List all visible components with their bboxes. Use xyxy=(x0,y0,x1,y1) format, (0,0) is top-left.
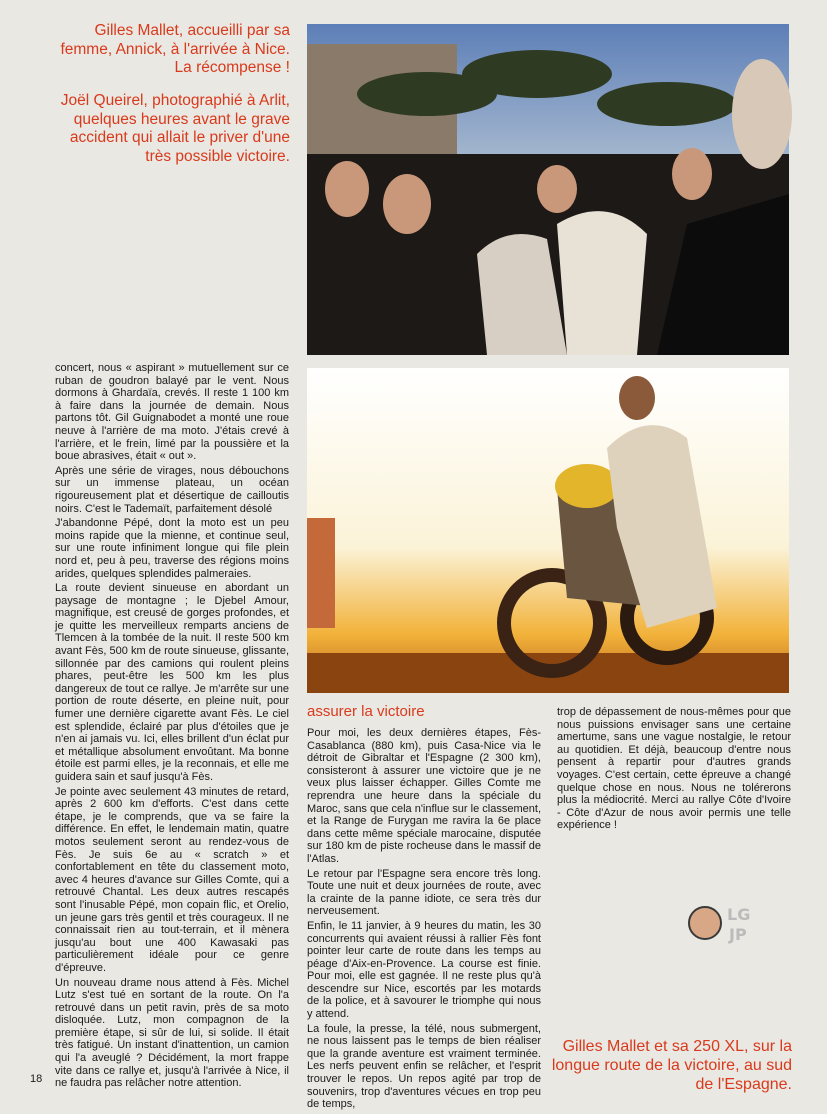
paragraph: Après une série de virages, nous débouchons sur un immense plateau, un océan rigoureusement plat et désertique de cailloutis noirs. C'est le Tademaït, parfaitement désolé xyxy=(55,464,289,515)
paragraph: La route devient sinueuse en abordant un paysage de montagne ; le Djebel Amour, magnifique, est creusé de gorges profondes, et je quitte les merveilleux remparts anciens de Tlemcen à la tombée de la nuit. Il reste 500 km avant Fès, 500 km de route sinueuse, glissante, sillonnée par des camions qui roulent pleins phares, peut-être les 500 km les plus dangereux de tout ce rallye. Je m'arrête sur une portion de route déserte, en pleine nuit, pour fumer une dernière cigarette avant Fès. Le ciel est splendide, éclairé par plus d'étoiles que je n'en ai jamais vu. Ici, elles brillent d'un éclat pur et métallique absolument envoûtant. Ma bonne étoile est parmi elles, je la reconnais, et elle me guidera sain et sauf jusqu'à Fès. xyxy=(55,582,289,783)
paragraph: Un nouveau drame nous attend à Fès. Michel Lutz s'est tué en sortant de la route. On l'a retrouvé dans un petit ravin, près de sa moto disloquée. Lutz, mon compagnon de la première étape, si sûr de lui, si solide. Il était très fatigué. Un instant d'inattention, un camion qui l'a aveuglé ? Décidément, la mort frappe vite dans ce rallye et, jusqu'à l'arrivée à Nice, il ne faudra pas relâcher notre attention. xyxy=(55,976,289,1090)
caption-photo-motorcycle: Gilles Mallet et sa 250 XL, sur la longue route de la victoire, au sud de l'Espagne. xyxy=(551,1038,792,1093)
photo-motorcycle-image xyxy=(307,368,789,693)
page-number: 18 xyxy=(30,1073,43,1085)
caption-photo-queirel: Joël Queirel, photographié à Arlit, quelques heures avant le grave accident qui allait le priver d'une très possible victoire. xyxy=(60,92,290,165)
article-column-3 xyxy=(557,706,791,834)
paragraph: J'abandonne Pépé, dont la moto est un peu moins rapide que la mienne, et continue seul, sur une route infiniment longue qui file plein nord et, peu à peu, traverse des régions moins arides, quelques splendides palmeraies. xyxy=(55,517,289,580)
paragraph: Enfin, le 11 janvier, à 9 heures du matin, les 30 concurrents qui avaient réussi à rallier Fès font pointer leur carte de route dans les temps au péage d'Aix-en-Provence. La course est finie. Pour moi, elle est gagnée. Il ne reste plus qu'à descendre sur Nice, escortés par les motards de la police, et à savourer le triomphe qui nous y attend. xyxy=(307,919,541,1021)
caption-photo-arrival: Gilles Mallet, accueilli par sa femme, Annick, à l'arrivée à Nice. La récompense ! xyxy=(60,22,290,76)
watermark-icon xyxy=(687,898,757,948)
paragraph: La foule, la presse, la télé, nous submergent, ne nous laissent pas le temps de bien réaliser que la grande aventure est vraiment terminée. Les nerfs peuvent enfin se relâcher, et l'esprit trouver le repos. Un repos agité par trop de souvenirs, trop d'aventures vécues en trop peu de temps, xyxy=(307,1022,541,1111)
photo-arrival-nice xyxy=(307,24,789,355)
section-heading: assurer la victoire xyxy=(307,703,425,720)
article-column-2 xyxy=(307,727,541,1113)
paragraph: concert, nous « aspirant » mutuellement sur ce ruban de goudron balayé par le vent. Nous dormons à Ghardaïa, crevés. Il reste 1 100 km à faire dans la journée de demain. Nous partons tôt. Gil Guignabodet a monté une roue neuve à l'arrière de ma moto. J'étais crevé à l'arrière, et le frein, limé par la poussière et la boue abrasives, était « out ». xyxy=(55,362,289,463)
paragraph: Je pointe avec seulement 43 minutes de retard, après 2 600 km d'efforts. C'est dans cette étape, je le comprends, que va se faire la différence. En effet, le lendemain matin, quatre motos seulement seront au rendez-vous de Fès. Je suis 6e au « scratch » et confortablement en tête du classement moto, avec 4 heures d'avance sur Gilles Comte, qui a retrouvé Chantal. Les deux autres rescapés sont l'inusable Pépé, mon copain flic, et Orelio, un jeune gars très gentil et très courageux. Il ne connaissait rien au tout-terrain, et il mènera jusqu'au bout une 400 Kawasaki pas particulièrement idéale pour ce genre d'épreuve. xyxy=(55,785,289,974)
paragraph: Le retour par l'Espagne sera encore très long. Toute une nuit et deux journées de route, avec la crainte de la panne idiote, ce sera très dur nerveusement. xyxy=(307,867,541,918)
watermark-logo xyxy=(687,898,757,953)
article-column-1 xyxy=(55,362,289,1092)
photo-arrival-image xyxy=(307,24,789,355)
svg-text:JP: JP xyxy=(729,925,747,944)
paragraph: trop de dépassement de nous-mêmes pour que nous puissions envisager sans une certaine amertume, sans une vague nostalgie, le retour au quotidien. Et déjà, beaucoup d'entre nous pensent à repartir pour d'autres grands voyages. C'est certain, cette épreuve a changé quelque chose en nous. Nous ne tolérerons plus la médiocrité. Merci au rallye Côte d'Ivoire - Côte d'Azur de nous avoir permis une telle expérience ! xyxy=(557,706,791,832)
svg-text:LG: LG xyxy=(727,905,751,924)
paragraph: Pour moi, les deux dernières étapes, Fès-Casablanca (880 km), puis Casa-Nice via le détroit de Gibraltar et l'Espagne (2 300 km), consisteront à assurer une victoire que je ne veux plus laisser échapper. Gilles Comte me reprendra une heure dans la spéciale du Maroc, sans que cela n'influe sur le classement, et la Range de Furygan me ravira la 6e place dans cette même spéciale marocaine, disputée sur 180 km de piste rocheuse dans le massif de l'Atlas. xyxy=(307,727,541,865)
